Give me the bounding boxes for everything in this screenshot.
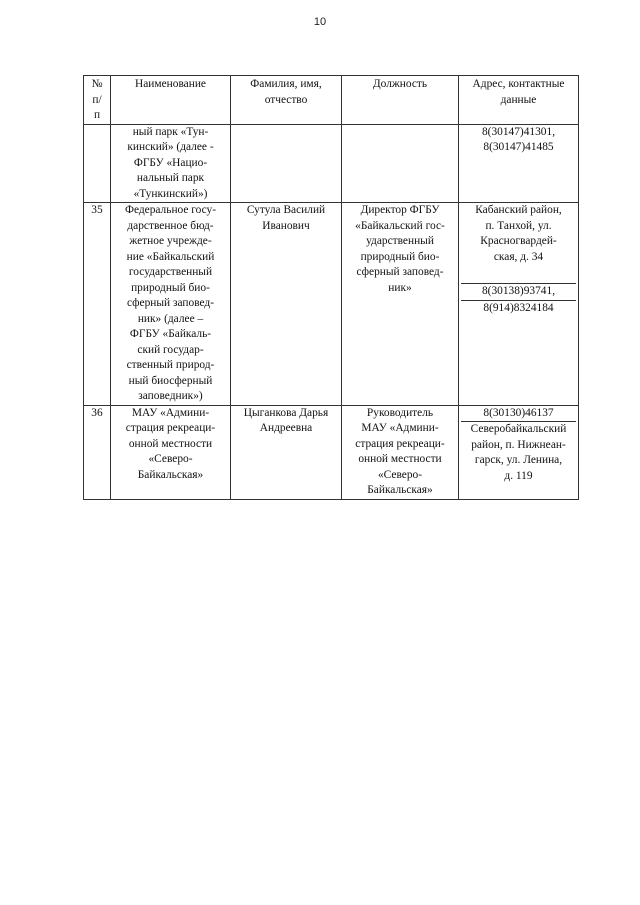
cell-person: [231, 124, 342, 203]
table-row: [84, 405, 579, 499]
cell-person: Цыганкова Дарья Андреевна: [231, 405, 342, 499]
table-row-continuation: [84, 124, 579, 203]
table-row: [84, 203, 579, 406]
cell-position: [342, 124, 459, 203]
contacts-table: [83, 75, 579, 500]
cell-num: [84, 124, 111, 203]
header-num: № п/ п: [84, 76, 111, 125]
header-name: Наименование: [111, 76, 231, 125]
cell-address: [459, 124, 579, 203]
cell-address: [459, 405, 579, 499]
cell-name: ный парк «Тун- кинский» (далее - ФГБУ «Нацио- нальный парк «Тункинский»): [111, 124, 231, 203]
address-phone: 8(30147)41301, 8(30147)41485: [481, 125, 556, 153]
address-location: Кабанский район, п. Танхой, ул. Красногвардей- ская, д. 34: [475, 204, 562, 263]
address-location: Северобайкальский район, п. Нижнеан- гарск, ул. Ленина, д. 119: [461, 421, 576, 484]
cell-person: Сутула Василий Иванович: [231, 203, 342, 406]
cell-name: МАУ «Админи- страция рекреаци- онной местности «Северо- Байкальская»: [111, 405, 231, 499]
header-address: Адрес, контактные данные: [459, 76, 579, 125]
address-phone: 8(30138)93741,: [461, 283, 576, 300]
cell-name: Федеральное госу- дарственное бюд- жетное учрежде- ние «Байкальский государственный природный био- сферный заповед- ник» (далее – ФГБУ «Байкаль- ский государ- ственный природ- ный биосферный заповедник»): [111, 203, 231, 406]
cell-position: Директор ФГБУ «Байкальский гос- ударственный природный био- сферный заповед- ник»: [342, 203, 459, 406]
table-header-row: [84, 76, 579, 125]
page-number: 10: [313, 16, 327, 28]
header-person: Фамилия, имя, отчество: [231, 76, 342, 125]
cell-position: Руководитель МАУ «Админи- страция рекреаци- онной местности «Северо- Байкальская»: [342, 405, 459, 499]
cell-num: 36: [84, 405, 111, 499]
cell-num: 35: [84, 203, 111, 406]
header-position: Должность: [342, 76, 459, 125]
address-phone: 8(914)8324184: [461, 300, 576, 317]
cell-address: [459, 203, 579, 406]
address-phone: 8(30130)46137: [483, 406, 554, 419]
